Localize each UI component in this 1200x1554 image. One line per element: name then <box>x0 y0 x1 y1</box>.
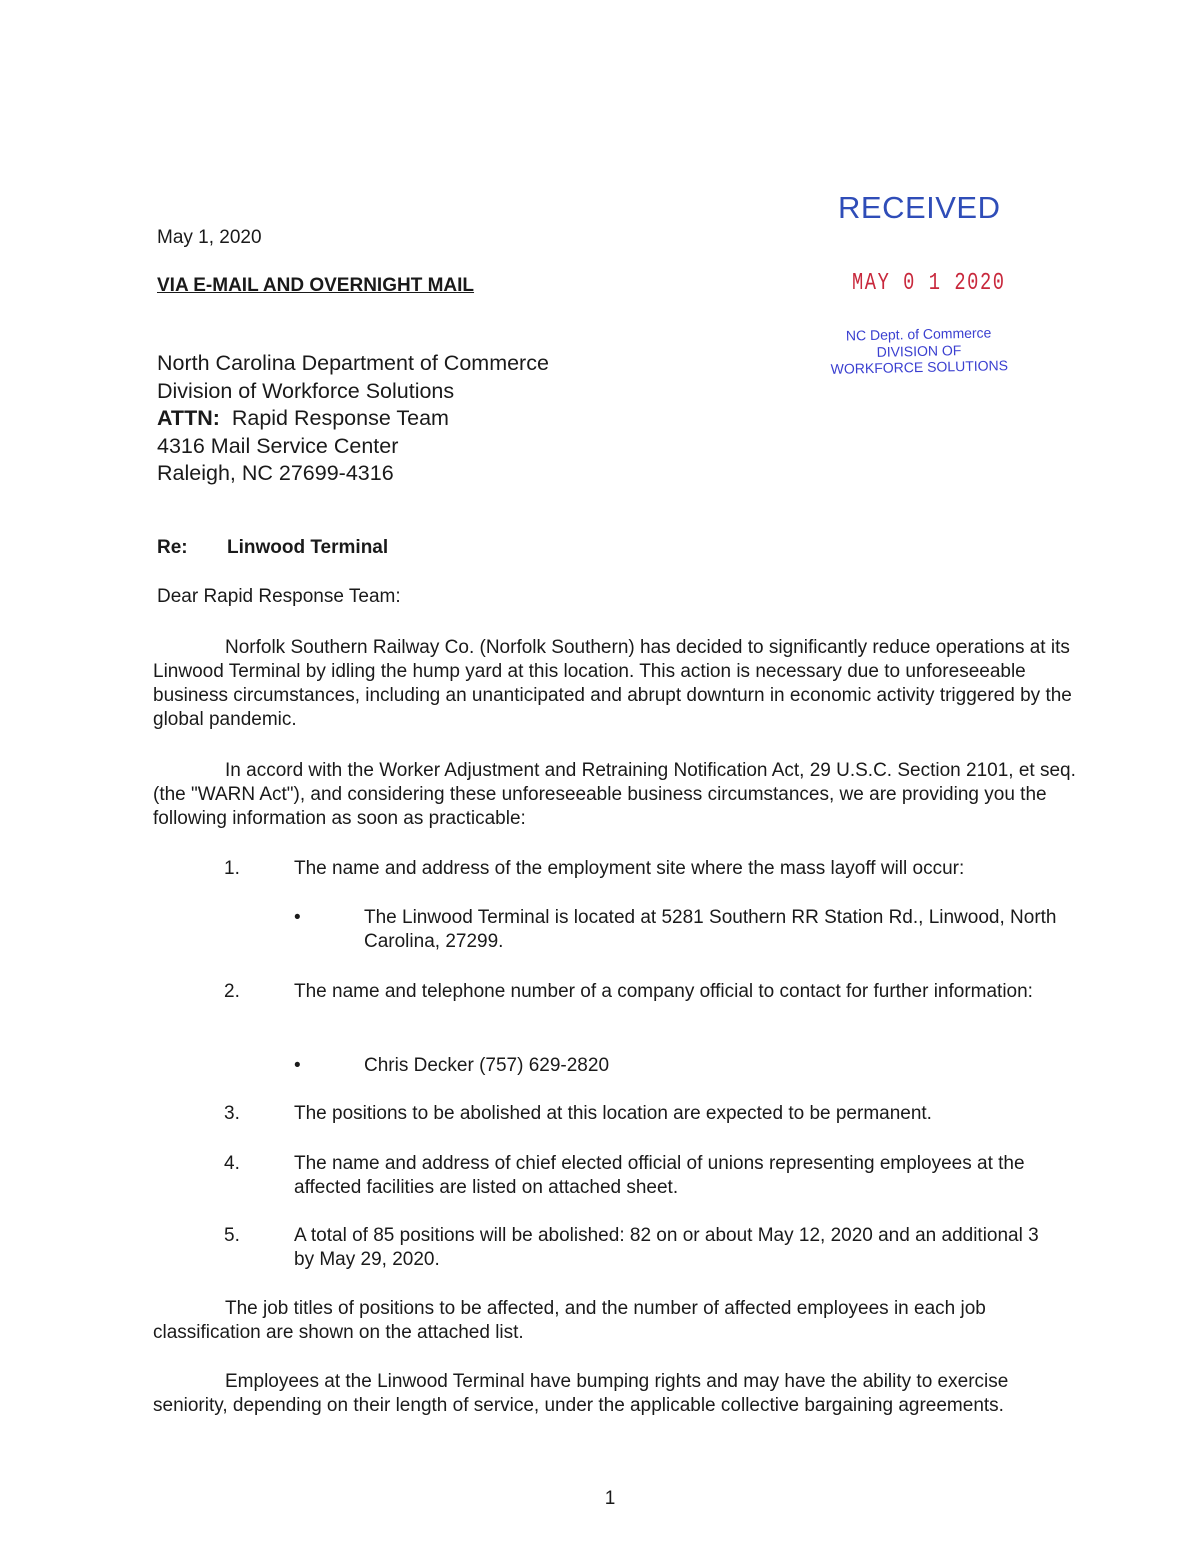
bullet-icon: • <box>294 907 301 928</box>
list-item-number: 2. <box>224 981 240 1002</box>
paragraph-3 <box>153 1297 1083 1345</box>
recipient-attn <box>157 405 549 433</box>
bullet-text: The Linwood Terminal is located at 5281 Southern RR Station Rd., Linwood, North Carolina, 27299. <box>364 907 1057 952</box>
paragraph-1-text: Norfolk Southern Railway Co. (Norfolk Southern) has decided to significantly reduce operations at its Linwood Terminal by idling the hump yard at this location. This action is necessary due to unforeseeable business circumstances, including an unanticipated and abrupt downturn in economic activity triggered by the global pandemic. <box>153 637 1072 730</box>
recipient-address <box>157 350 549 488</box>
bullet-text: Chris Decker (757) 629-2820 <box>364 1055 610 1076</box>
list-item-number: 1. <box>224 858 240 879</box>
recipient-line5: Raleigh, NC 27699-4316 <box>157 461 394 485</box>
delivery-method: VIA E-MAIL AND OVERNIGHT MAIL <box>157 275 475 296</box>
paragraph-1 <box>153 636 1083 732</box>
list-item-text: The positions to be abolished at this location are expected to be permanent. <box>294 1103 932 1124</box>
attn-value: Rapid Response Team <box>231 406 449 430</box>
re-label: Re: <box>157 537 188 558</box>
stamp-agency-line3: WORKFORCE SOLUTIONS <box>830 357 1009 377</box>
attn-label: ATTN: <box>157 406 220 430</box>
list-item-number: 5. <box>224 1225 240 1246</box>
list-item-text: The name and address of the employment site where the mass layoff will occur: <box>294 858 965 879</box>
salutation: Dear Rapid Response Team: <box>157 586 401 607</box>
recipient-line1: North Carolina Department of Commerce <box>157 351 549 375</box>
stamp-agency <box>812 324 1027 378</box>
letter-date: May 1, 2020 <box>157 227 262 248</box>
stamp-date: MAY 0 1 2020 <box>852 270 1006 297</box>
bullet-icon: • <box>294 1055 301 1076</box>
paragraph-4-text: Employees at the Linwood Terminal have bumping rights and may have the ability to exercise seniority, depending on their length of service, under the applicable collective bargaining agreements. <box>153 1371 1009 1416</box>
recipient-line2: Division of Workforce Solutions <box>157 378 455 403</box>
subject-line <box>157 536 388 560</box>
stamp-agency-line1: NC Dept. of Commerce <box>845 324 992 344</box>
list-item-text: The name and address of chief elected official of unions representing employees at the affected facilities are listed on attached sheet. <box>294 1153 1025 1198</box>
list-item-number: 4. <box>224 1153 240 1174</box>
list-item-text: A total of 85 positions will be abolished: 82 on or about May 12, 2020 and an additional 3 by May 29, 2020. <box>294 1225 1039 1270</box>
re-value: Linwood Terminal <box>227 537 389 558</box>
stamp-received-label: RECEIVED <box>838 190 1001 225</box>
list-item-text: The name and telephone number of a company official to contact for further information: <box>294 981 1033 1002</box>
stamp-agency-line2: DIVISION OF <box>876 341 962 360</box>
list-item-number: 3. <box>224 1103 240 1124</box>
paragraph-2 <box>153 759 1083 831</box>
paragraph-2-text: In accord with the Worker Adjustment and Retraining Notification Act, 29 U.S.C. Section 2101, et seq. (the "WARN Act"), and considering these unforeseeable business circumstances, we are providing you the following information as soon as practicable: <box>153 760 1076 829</box>
paragraph-4 <box>153 1370 1083 1418</box>
paragraph-3-text: The job titles of positions to be affected, and the number of affected employees in each job classification are shown on the attached list. <box>153 1298 986 1343</box>
recipient-line4: 4316 Mail Service Center <box>157 433 399 458</box>
page-number: 1 <box>604 1488 616 1509</box>
